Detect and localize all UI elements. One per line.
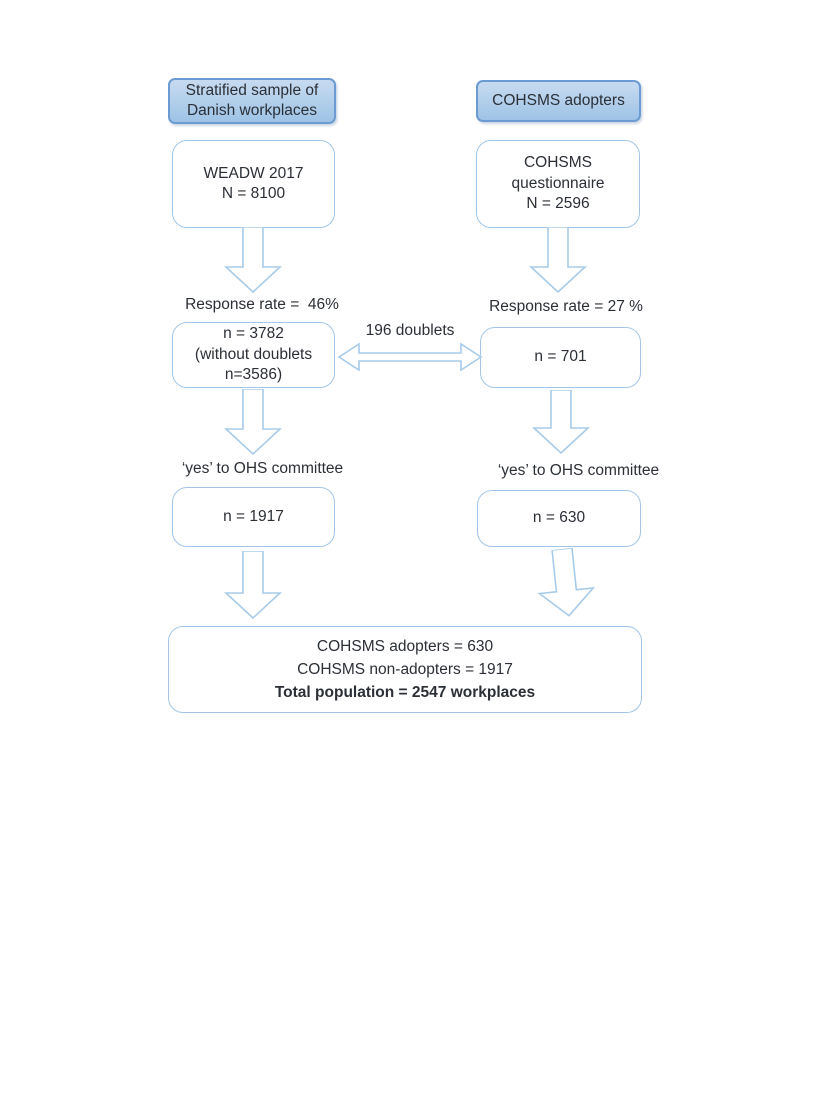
left-sample-line1: WEADW 2017 (203, 164, 304, 182)
right-sample-box (476, 140, 640, 228)
down-arrow-icon (528, 227, 588, 293)
left-sample-line2: N = 8100 (221, 185, 286, 202)
right-sample-line2: questionnaire (511, 174, 605, 192)
right-response-rate-label: Response rate = 27 % (489, 298, 643, 315)
right-sample-line1: COHSMS (523, 154, 593, 172)
total-population-box (168, 626, 642, 713)
right-committee-n: n = 630 (532, 509, 586, 527)
down-arrow-icon (223, 227, 283, 293)
right-respondents-n: n = 701 (534, 348, 587, 366)
total-line2: COHSMS non-adopters = 1917 (297, 660, 513, 678)
left-respondents-box (172, 322, 335, 388)
right-header-label: COHSMS adopters (492, 91, 625, 109)
down-arrow-icon (223, 551, 283, 619)
left-committee-box (172, 487, 335, 547)
left-response-rate-label: Response rate = 46% (185, 296, 339, 313)
total-line1: COHSMS adopters = 630 (316, 637, 494, 655)
right-respondents-box (480, 327, 641, 388)
left-header-line1: Stratified sample of (185, 81, 319, 99)
left-committee-label: ‘yes’ to OHS committee (181, 460, 344, 477)
left-sample-box (172, 140, 335, 228)
left-respondents-line2: (without doublets (194, 345, 313, 363)
left-respondents-line3: n=3586) (224, 366, 283, 384)
doublets-label: 196 doublets (365, 322, 455, 339)
right-header-box (476, 80, 641, 122)
right-committee-label: ‘yes’ to OHS committee (497, 462, 660, 479)
right-committee-box (477, 490, 641, 547)
left-header-box (168, 78, 336, 124)
right-sample-line3: N = 2596 (526, 195, 590, 213)
total-line3: Total population = 2547 workplaces (274, 684, 536, 702)
down-arrow-icon (532, 546, 599, 620)
double-arrow-icon (337, 341, 483, 373)
down-arrow-icon (531, 390, 591, 454)
left-committee-n: n = 1917 (223, 507, 284, 525)
left-header-line2: Danish workplaces (186, 102, 318, 119)
down-arrow-icon (223, 389, 283, 455)
left-respondents-line1: n = 3782 (223, 325, 284, 343)
